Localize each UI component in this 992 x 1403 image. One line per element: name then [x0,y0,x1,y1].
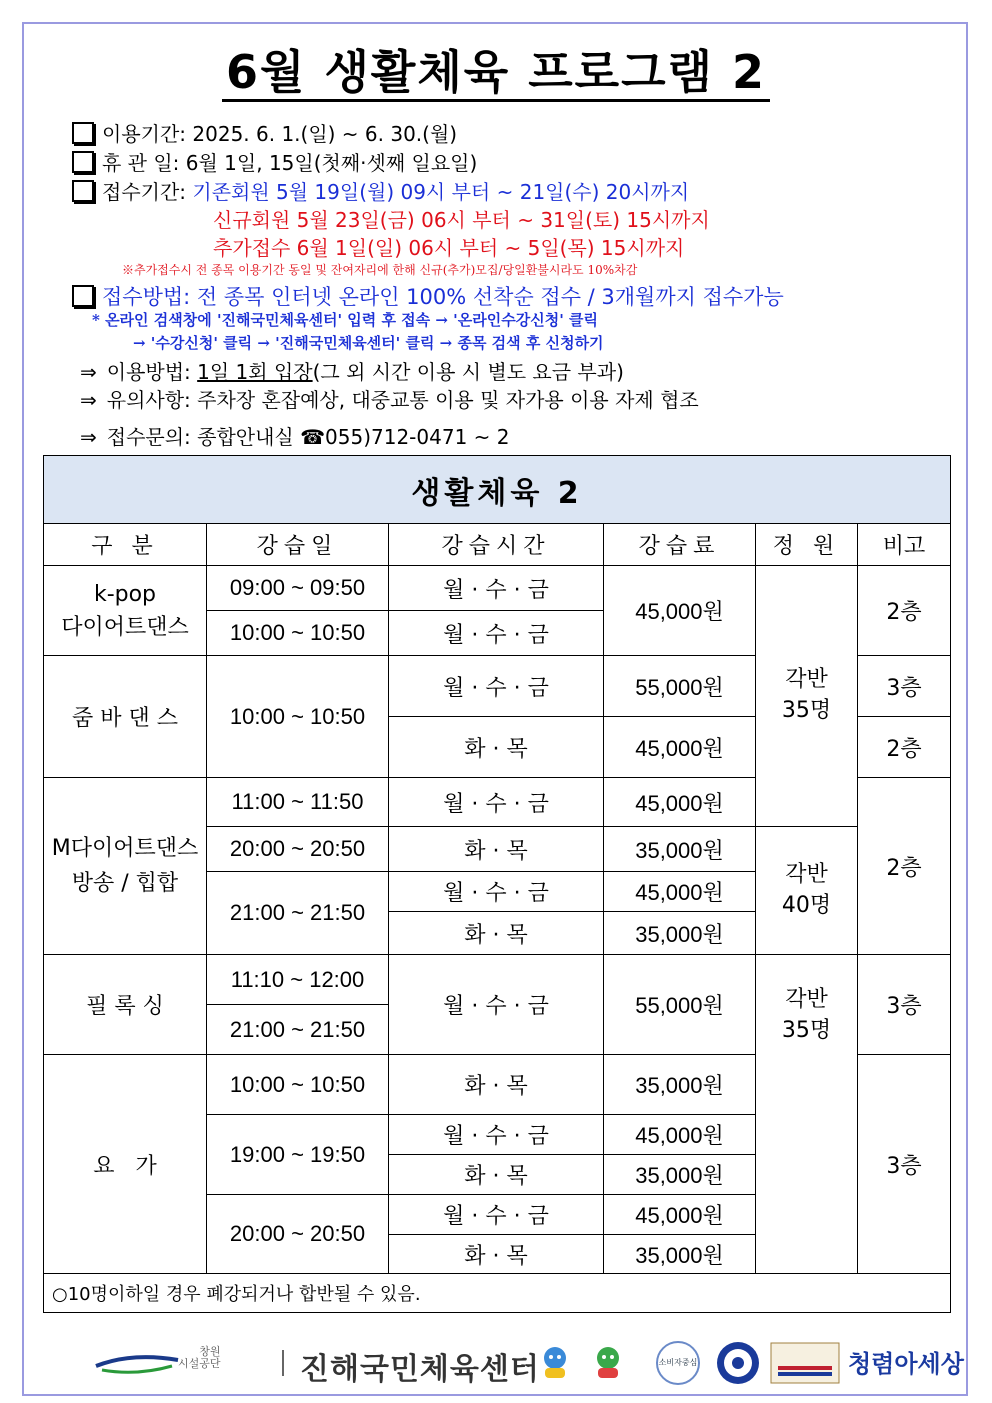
time-cell: 09:00 ~ 09:50 [207,566,389,611]
info-registration: 접수기간: 기존회원 5월 19일(월) 09시 부터 ~ 21일(수) 20시까지 [72,176,689,205]
day-cell: 월 · 수 · 금 [389,1195,604,1235]
capacity-cell: 각반 35명 [756,955,858,1274]
checkbox-icon [72,122,94,144]
fee-cell: 35,000원 [604,1155,756,1195]
fee-cell: 45,000원 [604,778,756,827]
fee-cell: 45,000원 [604,566,756,656]
double-arrow-icon: ⇒ [80,425,97,449]
info-usage: ⇒ 이용방법: 1일 1회 입장(그 외 시간 이용 시 별도 요금 부과) [80,360,624,384]
award-badge-icon [770,1342,840,1384]
footer [0,1338,992,1388]
floor-cell: 2층 [858,566,951,656]
table-row [44,955,951,1005]
category-mdiet: M다이어트댄스 방송 / 힙합 [44,778,207,955]
header-cell: 강습일 [207,524,389,566]
checkbox-icon [72,180,94,202]
method-step2: → '수강신청' 클릭 → '진해국민체육센터' 클릭 → 종목 검색 후 신청하기 [133,334,604,352]
floor-cell: 2층 [858,717,951,778]
footer-divider [282,1350,284,1376]
fee-cell: 35,000원 [604,1055,756,1115]
time-cell: 10:00 ~ 10:50 [207,611,389,656]
changwon-logo-icon [92,1352,182,1376]
info-reg-new: 신규회원 5월 23일(금) 06시 부터 ~ 31일(토) 15시까지 [213,208,710,232]
page-title: 6월 생활체육 프로그램 2 [0,36,992,102]
fee-cell: 45,000원 [604,717,756,778]
consumer-badge-label: 소비자중심 [658,1358,698,1367]
mascot-icon [588,1342,628,1382]
header-cell: 비고 [858,524,951,566]
center-name: 진해국민체육센터 [300,1352,540,1387]
day-cell: 월 · 수 · 금 [389,1115,604,1155]
day-cell: 월 · 수 · 금 [389,778,604,827]
fee-cell: 55,000원 [604,656,756,717]
day-cell: 월 · 수 · 금 [389,566,604,611]
fee-cell: 35,000원 [604,1235,756,1274]
time-cell: 20:00 ~ 20:50 [207,1195,389,1274]
fee-cell: 45,000원 [604,1115,756,1155]
checkbox-icon [72,151,94,173]
floor-cell: 3층 [858,656,951,717]
time-cell: 10:00 ~ 10:50 [207,656,389,778]
day-cell: 화 · 목 [389,912,604,955]
day-cell: 월 · 수 · 금 [389,611,604,656]
day-cell: 화 · 목 [389,1155,604,1195]
org-name: 창원 시설공단 [178,1345,221,1371]
day-cell: 월 · 수 · 금 [389,872,604,912]
checkbox-icon [72,285,94,307]
floor-cell: 3층 [858,955,951,1055]
table-row [44,566,951,611]
info-period: 이용기간: 2025. 6. 1.(일) ~ 6. 30.(월) [72,118,457,147]
info-caution: ⇒ 유의사항: 주차장 혼잡예상, 대중교통 이용 및 자가용 이용 자제 협조 [80,388,699,412]
header-cell: 강습시간 [389,524,604,566]
mascot-icon [535,1342,575,1382]
floor-cell: 3층 [858,1055,951,1274]
fee-cell: 35,000원 [604,912,756,955]
capacity-cell: 각반 40명 [756,827,858,955]
fee-cell: 45,000원 [604,872,756,912]
category-pilox: 필 록 싱 [44,955,207,1055]
fee-cell: 45,000원 [604,1195,756,1235]
double-arrow-icon: ⇒ [80,388,97,412]
time-cell: 21:00 ~ 21:50 [207,1005,389,1055]
day-cell: 화 · 목 [389,1055,604,1115]
floor-cell: 2층 [858,778,951,955]
certification-seal-icon [715,1340,761,1386]
capacity-cell: 각반 35명 [756,566,858,827]
time-cell: 21:00 ~ 21:50 [207,872,389,955]
table-footnote-row [44,1274,951,1313]
double-arrow-icon: ⇒ [80,360,97,384]
time-cell: 11:10 ~ 12:00 [207,955,389,1005]
category-yoga: 요 가 [44,1055,207,1274]
day-cell: 월 · 수 · 금 [389,955,604,1055]
time-cell: 10:00 ~ 10:50 [207,1055,389,1115]
program-table [43,455,951,1313]
method-step1: * 온라인 검색창에 '진해국민체육센터' 입력 후 접속 → '온라인수강신청' 클릭 [92,311,598,329]
table-header-row [44,524,951,566]
table-footnote: ○10명이하일 경우 폐강되거나 합반될 수 있음. [44,1274,951,1313]
header-cell: 구 분 [44,524,207,566]
header-cell: 정 원 [756,524,858,566]
category-kpop: k-pop 다이어트댄스 [44,566,207,656]
slogan: 청렴아세상 [848,1350,964,1378]
info-method: 접수방법: 전 종목 인터넷 온라인 100% 선착순 접수 / 3개월까지 접수가능 [72,281,784,311]
time-cell: 20:00 ~ 20:50 [207,827,389,872]
category-zumba: 줌 바 댄 스 [44,656,207,778]
day-cell: 화 · 목 [389,717,604,778]
header-cell: 강습료 [604,524,756,566]
fee-cell: 55,000원 [604,955,756,1055]
fee-cell: 35,000원 [604,827,756,872]
info-inquiry: ⇒ 접수문의: 종합안내실 ☎055)712-0471 ~ 2 [80,425,510,449]
day-cell: 월 · 수 · 금 [389,656,604,717]
time-cell: 11:00 ~ 11:50 [207,778,389,827]
info-closed: 휴 관 일: 6월 1일, 15일(첫째·셋째 일요일) [72,147,477,176]
table-caption: 생활체육 2 [44,456,951,524]
day-cell: 화 · 목 [389,827,604,872]
extra-note: ※추가접수시 전 종목 이용기간 동일 및 잔여자리에 한해 신규(추가)모집/당일환불시라도 10%차감 [122,263,638,277]
time-cell: 19:00 ~ 19:50 [207,1115,389,1195]
day-cell: 화 · 목 [389,1235,604,1274]
info-reg-extra: 추가접수 6월 1일(일) 06시 부터 ~ 5일(목) 15시까지 [213,236,685,260]
